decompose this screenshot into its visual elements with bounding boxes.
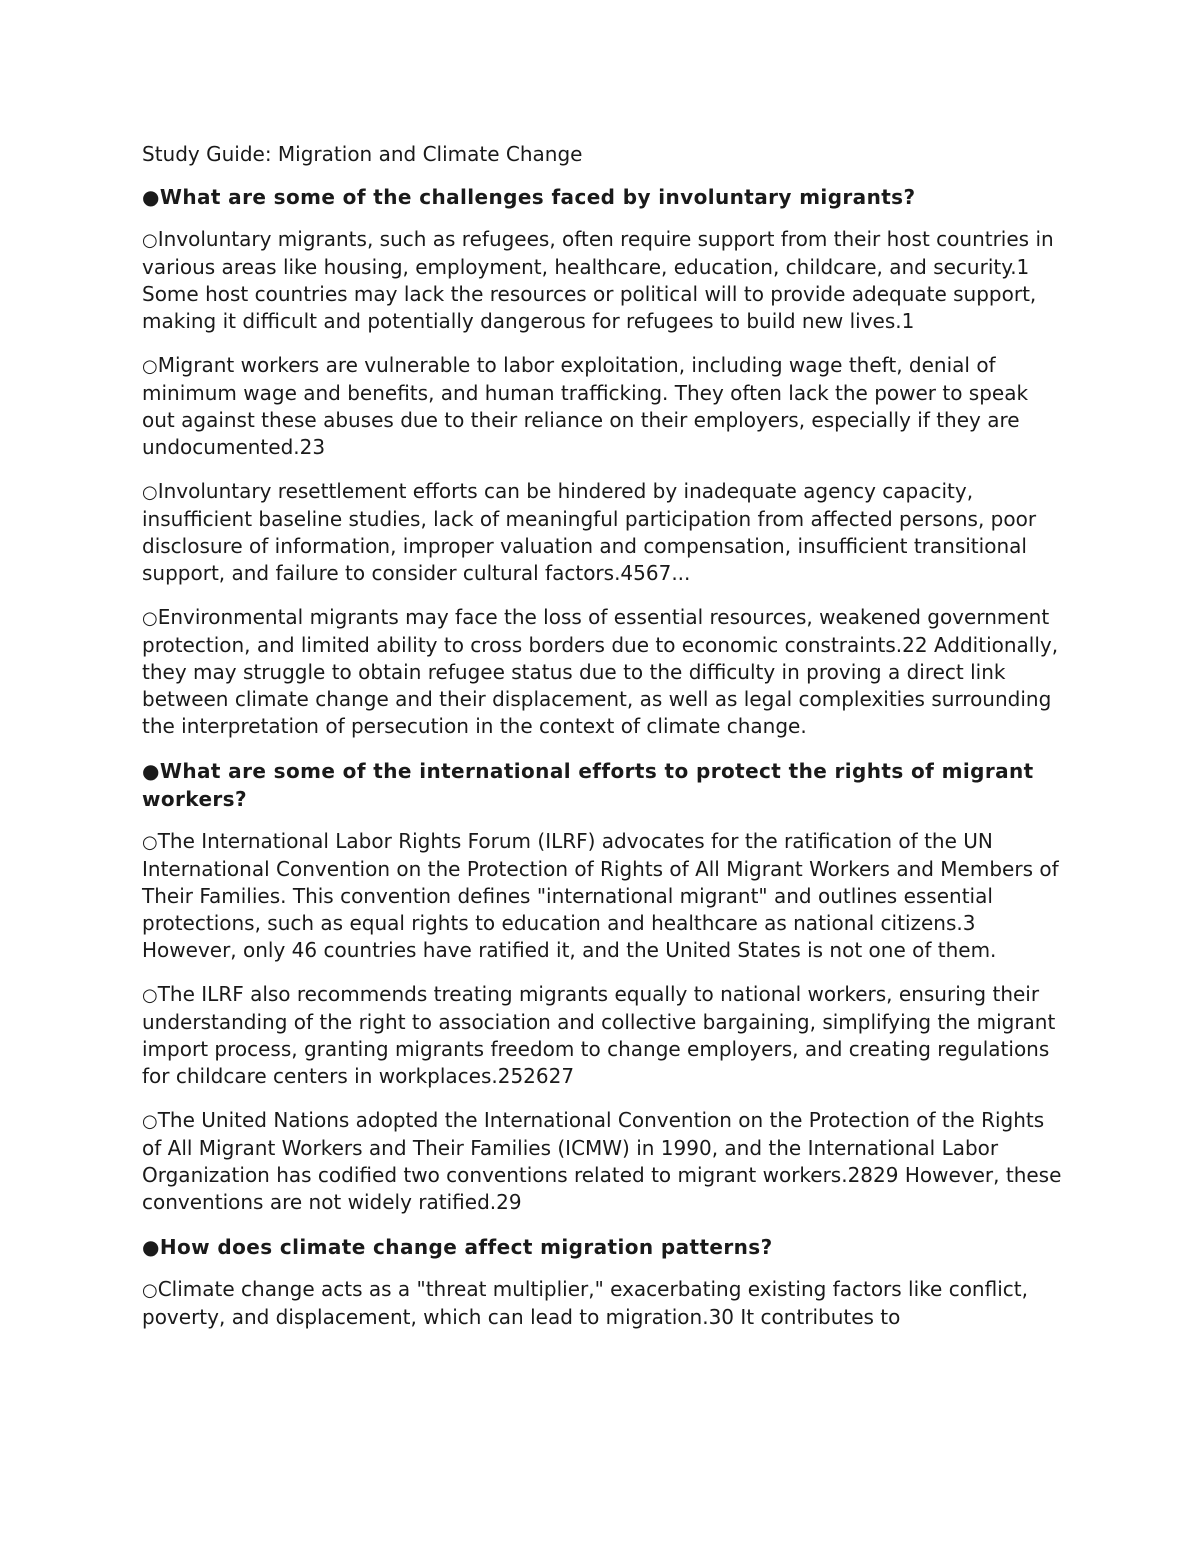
hollow-bullet-icon: ○ (142, 230, 158, 251)
answer-paragraph (142, 604, 1062, 740)
answer-text: Involuntary migrants, such as refugees, often require support from their host countries in various areas like housing, employment, healthcare, education, childcare, and security.1 Some host countries may lack the resources or political will to provide adequate support, making it difficult and potentially dangerous for refugees to build new lives.1 (142, 227, 1054, 333)
answer-paragraph (142, 1107, 1062, 1216)
hollow-bullet-icon: ○ (142, 1111, 158, 1132)
answer-paragraph (142, 1276, 1062, 1331)
question-text: What are some of the challenges faced by involuntary migrants? (159, 185, 916, 209)
hollow-bullet-icon: ○ (142, 985, 158, 1006)
question-text: What are some of the international efforts to protect the rights of migrant workers? (142, 759, 1034, 811)
document-page (142, 141, 1062, 1348)
question-heading (142, 183, 1062, 211)
hollow-bullet-icon: ○ (142, 356, 158, 377)
hollow-bullet-icon: ○ (142, 608, 158, 629)
document-title: Study Guide: Migration and Climate Change (142, 142, 583, 166)
answer-text: Involuntary resettlement efforts can be hindered by inadequate agency capacity, insufficient baseline studies, lack of meaningful participation from affected persons, poor disclosure of information, improper valuation and compensation, insufficient transitional support, and failure to consider cultural factors.4567... (142, 479, 1037, 585)
hollow-bullet-icon: ○ (142, 832, 158, 853)
answer-paragraph (142, 478, 1062, 587)
answer-paragraph (142, 828, 1062, 964)
answer-text: The International Labor Rights Forum (ILRF) advocates for the ratification of the UN International Convention on the Protection of Rights of All Migrant Workers and Members of Their Families. This convention defines "international migrant" and outlines essential protections, such as equal rights to education and healthcare as national citizens.3 However, only 46 countries have ratified it, and the United States is not one of them. (142, 829, 1059, 962)
answer-paragraph (142, 352, 1062, 461)
filled-bullet-icon: ● (142, 759, 160, 783)
hollow-bullet-icon: ○ (142, 482, 158, 503)
answer-paragraph (142, 981, 1062, 1090)
answer-text: Migrant workers are vulnerable to labor exploitation, including wage theft, denial of minimum wage and benefits, and human trafficking. They often lack the power to speak out against these abuses due to their reliance on their employers, especially if they are undocumented.23 (142, 353, 1029, 459)
hollow-bullet-icon: ○ (142, 1280, 158, 1301)
answer-text: Climate change acts as a "threat multiplier," exacerbating existing factors like conflict, poverty, and displacement, which can lead to migration.30 It contributes to (142, 1277, 1028, 1329)
filled-bullet-icon: ● (142, 1235, 160, 1259)
question-heading (142, 1233, 1062, 1261)
answer-text: The ILRF also recommends treating migrants equally to national workers, ensuring their understanding of the right to association and collective bargaining, simplifying the migrant import process, granting migrants freedom to change employers, and creating regulations for childcare centers in workplaces.252627 (142, 982, 1056, 1088)
answer-text: The United Nations adopted the International Convention on the Protection of the Rights of All Migrant Workers and Their Families (ICMW) in 1990, and the International Labor Organization has codified two conventions related to migrant workers.2829 However, these conventions are not widely ratified.29 (142, 1108, 1062, 1214)
filled-bullet-icon: ● (142, 185, 160, 209)
answer-text: Environmental migrants may face the loss of essential resources, weakened government protection, and limited ability to cross borders due to economic constraints.22 Additionally, they may struggle to obtain refugee status due to the difficulty in proving a direct link between climate change and their displacement, as well as legal complexities surrounding the interpretation of persecution in the context of climate change. (142, 605, 1059, 738)
answer-paragraph (142, 226, 1062, 335)
question-heading (142, 757, 1062, 813)
question-text: How does climate change affect migration patterns? (159, 1235, 773, 1259)
